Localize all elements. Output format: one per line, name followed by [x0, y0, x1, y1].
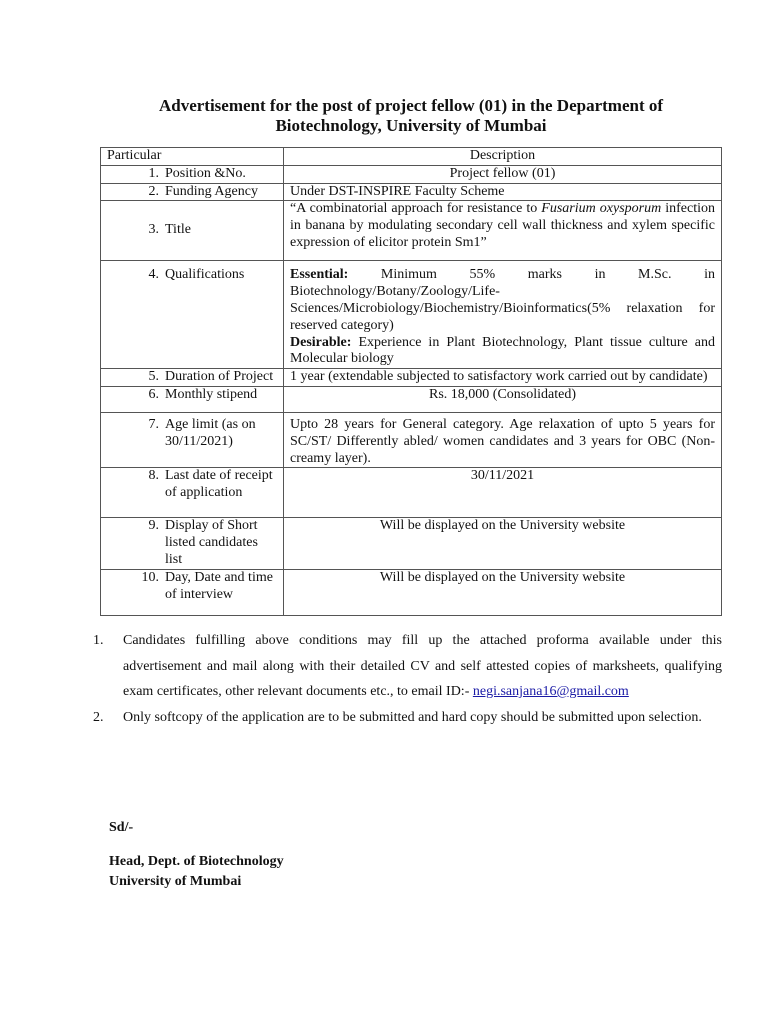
row-label: Duration of Project: [165, 369, 274, 385]
row-label: Qualifications: [165, 267, 245, 283]
row-label: Display of Short listed candidates list: [165, 518, 258, 567]
email-link[interactable]: negi.sanjana16@gmail.com: [472, 684, 629, 699]
row-label: Funding Agency: [165, 183, 258, 199]
notes-list: [88, 628, 722, 730]
title-line-2: Biotechnology, University of Mumbai: [275, 116, 547, 135]
row-number: 1.: [148, 165, 159, 181]
title-rest: infection in banana by modulating secondary cell wall thickness and xylem specific expression of elicitor protein Sm1”: [290, 201, 716, 250]
essential-label: Essential:: [290, 267, 349, 283]
row-value: Under DST-INSPIRE Faculty Scheme: [284, 183, 722, 201]
row-value: 1 year (extendable subjected to satisfactory work carried out by candidate): [284, 369, 722, 387]
row-number: 10.: [141, 569, 159, 585]
title-italic-genus: Fusarium: [541, 201, 596, 217]
table-header-row: [101, 148, 722, 166]
note-text: Candidates fulfilling above conditions may fill up the attached proforma available under this advertisement and mail along with their detailed CV and self attested copies of marksheets, qualifying exam certificates, other relevant documents etc., to email ID:-: [123, 633, 722, 699]
row-value: [284, 261, 722, 369]
note-number: 2.: [93, 709, 104, 725]
row-number: 8.: [148, 468, 159, 484]
row-value: Upto 28 years for General category. Age relaxation of upto 5 years for SC/ST/ Differently abled/ women candidates and 3 years for OBC (Non-creamy layer).: [284, 412, 722, 467]
note-item-2: [88, 705, 722, 731]
details-table: [100, 147, 722, 616]
row-value: Project fellow (01): [284, 165, 722, 183]
row-number: 9.: [148, 518, 159, 534]
header-particular: Particular: [101, 148, 284, 166]
row-number: 7.: [148, 416, 159, 432]
row-number: 4.: [148, 267, 159, 283]
essential-text: Minimum 55% marks in M.Sc. in Biotechnology/Botany/Zoology/Life-Sciences/Microbiology/Biochemistry/Bioinformatics(5% relaxation for reserved category): [290, 267, 715, 333]
table-row-duration: [101, 369, 722, 387]
sd-mark: Sd/-: [109, 820, 134, 835]
row-value: Rs. 18,000 (Consolidated): [284, 386, 722, 412]
table-row-interview: [101, 569, 722, 615]
row-value: Will be displayed on the University website: [284, 569, 722, 615]
row-number: 5.: [148, 369, 159, 385]
table-row-stipend: [101, 386, 722, 412]
signatory-title: Head, Dept. of Biotechnology: [109, 854, 284, 869]
document-title: [100, 96, 722, 136]
row-value: 30/11/2021: [284, 468, 722, 518]
title-italic-species: oxysporum: [599, 201, 662, 217]
signatory-org: University of Mumbai: [109, 874, 242, 889]
row-label: Day, Date and time of interview: [165, 569, 273, 602]
table-row-position: [101, 165, 722, 183]
note-number: 1.: [93, 633, 104, 648]
table-row-title: [101, 201, 722, 261]
title-open: “A combinatorial approach for resistance to: [290, 201, 542, 217]
row-label: Title: [165, 222, 191, 238]
row-value: [284, 201, 722, 261]
row-label: Monthly stipend: [165, 386, 258, 402]
title-line-1: Advertisement for the post of project fellow (01) in the Department of: [158, 96, 664, 115]
note-item-1: [88, 628, 722, 705]
row-number: 6.: [148, 386, 159, 402]
header-description: Description: [284, 148, 722, 166]
table-row-qualifications: [101, 261, 722, 369]
row-label: Age limit (as on 30/11/2021): [165, 416, 256, 449]
row-number: 3.: [148, 222, 159, 238]
row-label: Last date of receipt of application: [165, 468, 273, 501]
table-row-funding: [101, 183, 722, 201]
table-row-age: [101, 412, 722, 467]
table-row-last-date: [101, 468, 722, 518]
row-number: 2.: [148, 183, 159, 199]
row-label: Position &No.: [165, 165, 246, 181]
desirable-label: Desirable:: [290, 334, 352, 350]
desirable-text: Experience in Plant Biotechnology, Plant tissue culture and Molecular biology: [290, 334, 715, 367]
table-row-shortlist: [101, 518, 722, 569]
note-text: Only softcopy of the application are to be submitted and hard copy should be submitted upon selection.: [123, 709, 702, 725]
signatory-block: [109, 852, 284, 892]
row-value: Will be displayed on the University website: [284, 518, 722, 569]
